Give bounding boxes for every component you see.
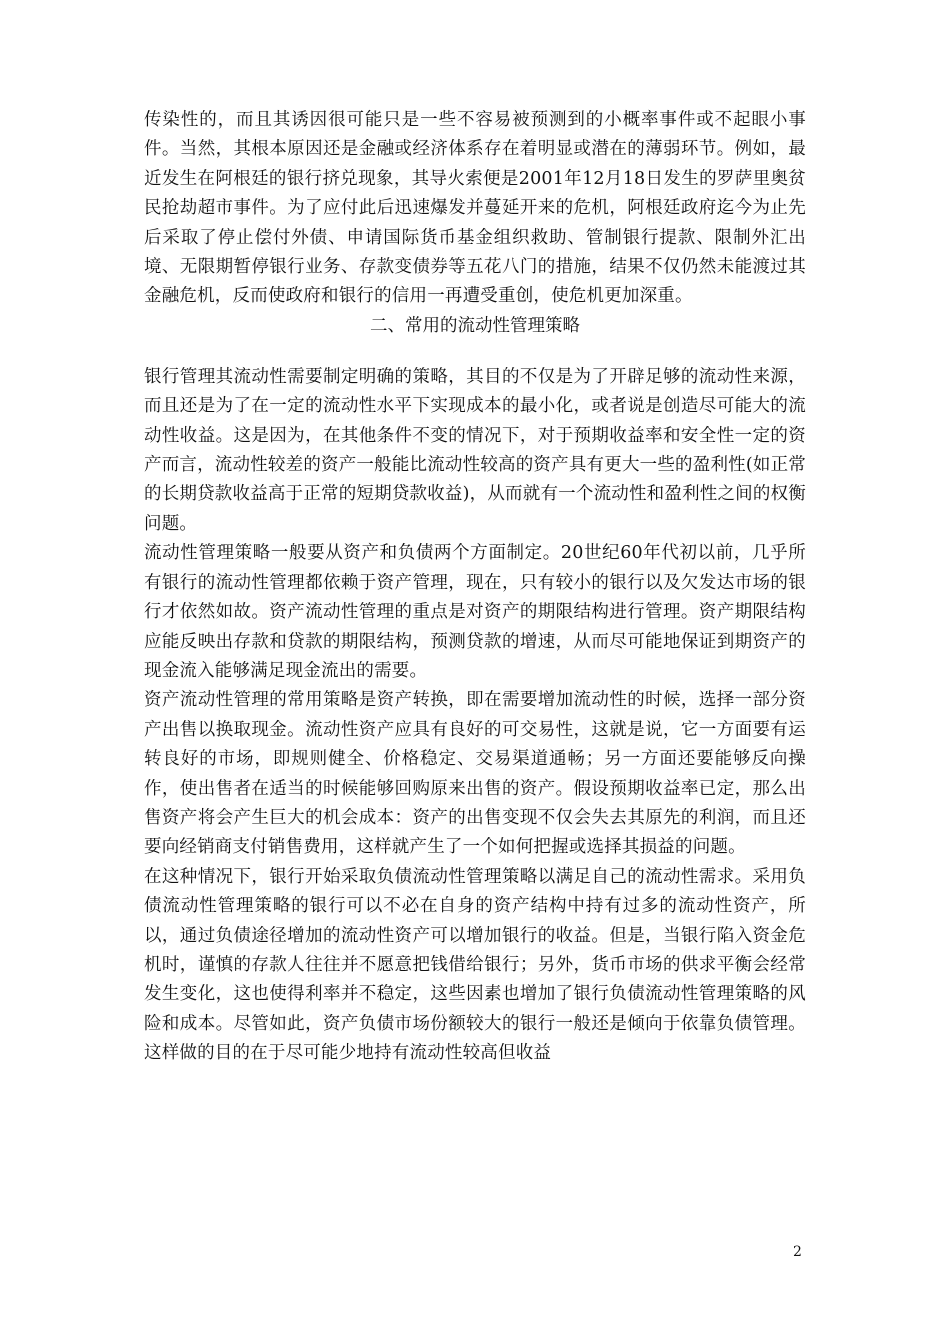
page-number: 2 [793, 1244, 802, 1260]
paragraph-intro-continued: 传染性的，而且其诱因很可能只是一些不容易被预测到的小概率事件或不起眼小事件。当然，其根本原因还是金融或经济体系存在着明显或潜在的薄弱环节。例如，最近发生在阿根廷的银行挤兑现象，其导火索便是2001年12月18日发生的罗萨里奥贫民抢劫超市事件。为了应付此后迅速爆发并蔓延开来的危机，阿根廷政府迄今为止先后采取了停止偿付外债、申请国际货币基金组织救助、管制银行提款、限制外汇出境、无限期暂停银行业务、存款变债券等五花八门的措施，结果不仅仍然未能渡过其金融危机，反而使政府和银行的信用一再遭受重创，使危机更加深重。 [144, 110, 806, 307]
paragraph-asset-liability: 流动性管理策略一般要从资产和负债两个方面制定。20世纪60年代初以前，几乎所有银行的流动性管理都依赖于资产管理，现在，只有较小的银行以及欠发达市场的银行才依然如故。资产流动性管理的重点是对资产的期限结构进行管理。资产期限结构应能反映出存款和贷款的期限结构，预测贷款的增速，从而尽可能地保证到期资产的现金流入能够满足现金流出的需要。 [144, 543, 806, 681]
document-page [144, 106, 806, 1069]
paragraph-liability-management: 在这种情况下，银行开始采取负债流动性管理策略以满足自己的流动性需求。采用负债流动性管理策略的银行可以不必在自身的资产结构中持有过多的流动性资产，所以，通过负债途径增加的流动性资产可以增加银行的收益。但是，当银行陷入资金危机时，谨慎的存款人往往并不愿意把钱借给银行；另外，货币市场的供求平衡会经常发生变化，这也使得利率并不稳定，这些因素也增加了银行负债流动性管理策略的风险和成本。尽管如此，资产负债市场份额较大的银行一般还是倾向于依靠负债管理。这样做的目的在于尽可能少地持有流动性较高但收益 [144, 866, 806, 1064]
paragraph-asset-conversion: 资产流动性管理的常用策略是资产转换，即在需要增加流动性的时候，选择一部分资产出售以换取现金。流动性资产应具有良好的可交易性，这就是说，它一方面要有运转良好的市场，即规则健全、价格稳定、交易渠道通畅；另一方面还要能够反向操作，使出售者在适当的时候能够回购原来出售的资产。假设预期收益率已定，那么出售资产将会产生巨大的机会成本：资产的出售变现不仅会失去其原先的利润，而且还要向经销商支付销售费用，这样就产生了一个如何把握或选择其损益的问题。 [144, 690, 806, 858]
paragraph-strategy-overview: 银行管理其流动性需要制定明确的策略，其目的不仅是为了开辟足够的流动性来源，而且还是为了在一定的流动性水平下实现成本的最小化，或者说是创造尽可能大的流动性收益。这是因为，在其他条件不变的情况下，对于预期收益率和安全性一定的资产而言，流动性较差的资产一般能比流动性较高的资产具有更大一些的盈利性(如正常的长期贷款收益高于正常的短期贷款收益)，从而就有一个流动性和盈利性之间的权衡问题。 [144, 366, 806, 534]
section-heading: 二、常用的流动性管理策略 [370, 315, 580, 336]
